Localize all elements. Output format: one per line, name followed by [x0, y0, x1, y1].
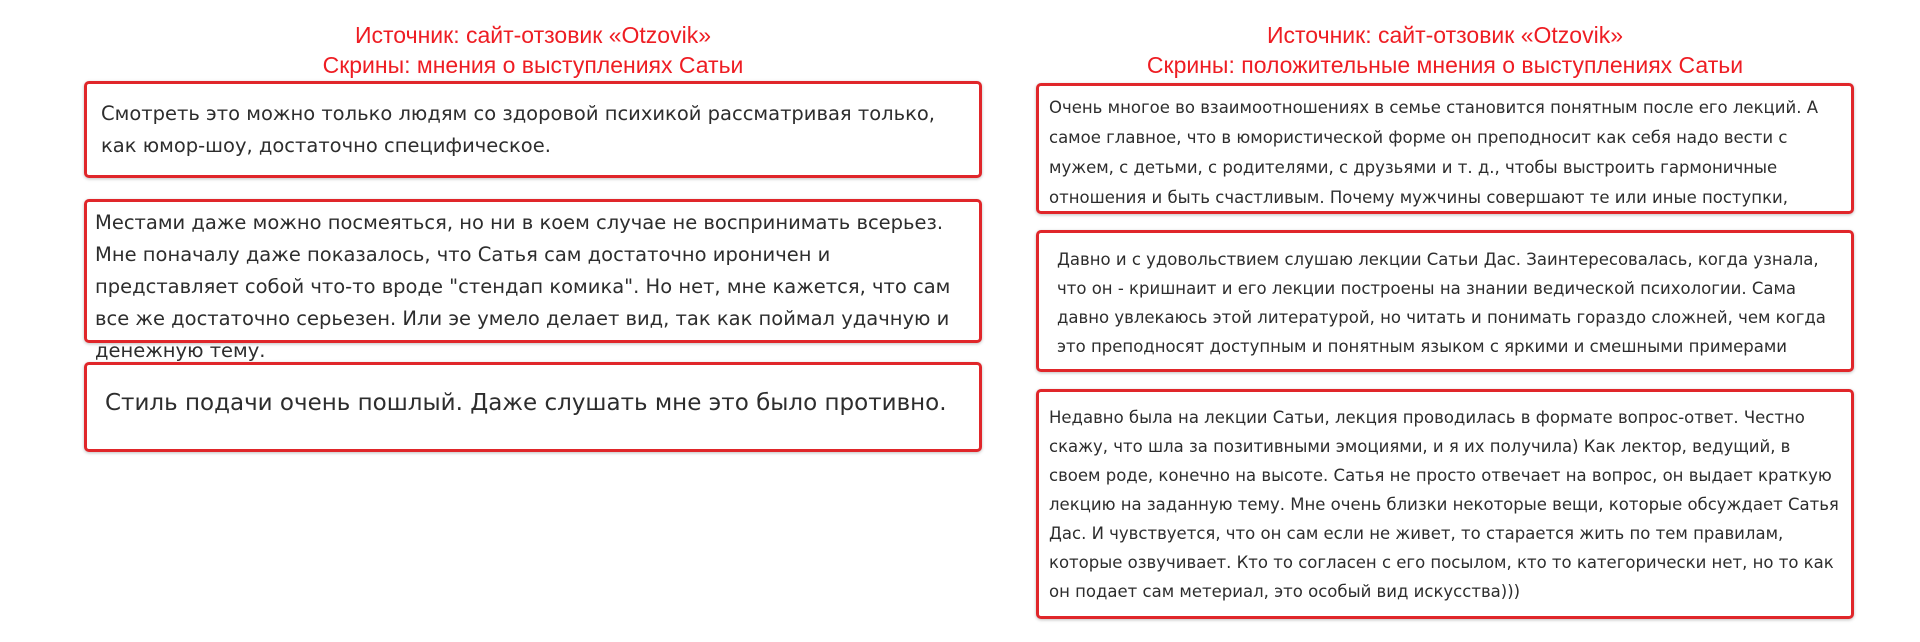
right-heading-caption: Скрины: положительные мнения о выступлениях Сатьи — [1146, 52, 1744, 78]
review-card — [1036, 230, 1854, 372]
review-card — [1036, 389, 1854, 619]
review-text: Стиль подачи очень пошлый. Даже слушать мне это было противно. — [105, 390, 947, 416]
review-text: Очень многое во взаимоотношениях в семье становится понятным после его лекций. А самое главное, что в юмористической форме он преподносит как себя надо вести с мужем, с детьми, с родителями, с друзьями и т. д., чтобы выстроить гармоничные отношения и быть счастливым. Почему мужчины совершают те или иные поступки, — [1049, 98, 1818, 207]
review-card — [84, 362, 982, 452]
left-heading-source: Источник: сайт-отзовик «Otzovik» — [355, 22, 711, 48]
right-heading — [1036, 0, 1854, 80]
review-text: Смотреть это можно только людям со здоровой психикой рассматривая только, как юмор-шоу, достаточно специфическое. — [101, 102, 936, 157]
left-column — [84, 0, 982, 416]
review-card — [84, 199, 982, 362]
review-card — [84, 81, 982, 178]
left-heading-caption: Скрины: мнения о выступлениях Сатьи — [322, 52, 744, 78]
review-card — [1036, 83, 1854, 214]
review-text: Недавно была на лекции Сатьи, лекция проводилась в формате вопрос-ответ. Честно скажу, что шла за позитивными эмоциями, и я их получила) Как лектор, ведущий, в своем роде, конечно на высоте. Сатья не просто отвечает на вопрос, он выдает краткую лекцию на заданную тему. Мне очень близки некоторые вещи, которые обсуждает Сатья Дас. И чувствуется, что он сам если не живет, то старается жить по тем правилам, которые озвучивает. Кто то согласен с его посылом, кто то категорически нет, но то как он подает сам метериал, это особый вид искусства))) — [1049, 408, 1839, 601]
right-heading-source: Источник: сайт-отзовик «Otzovik» — [1267, 22, 1623, 48]
left-heading — [84, 0, 982, 80]
review-text: Давно и с удовольствием слушаю лекции Сатьи Дас. Заинтересовалась, когда узнала, что он - кришнаит и его лекции построены на знании ведической психологии. Сама давно увлекаюсь этой литературой, но читать и понимать гораздо сложней, чем когда это преподносят доступным и понятным языком с яркими и смешными примерами — [1057, 250, 1826, 356]
review-text: Местами даже можно посмеяться, но ни в коем случае не воспринимать всерьез. Мне поначалу даже показалось, что Сатья сам достаточно ироничен и представляет собой что-то вроде "стендап комика". Но нет, мне кажется, что сам все же достаточно серьезен. Или эе умело делает вид, так как поймал удачную и денежную тему. — [95, 211, 951, 362]
right-column — [1036, 0, 1854, 601]
